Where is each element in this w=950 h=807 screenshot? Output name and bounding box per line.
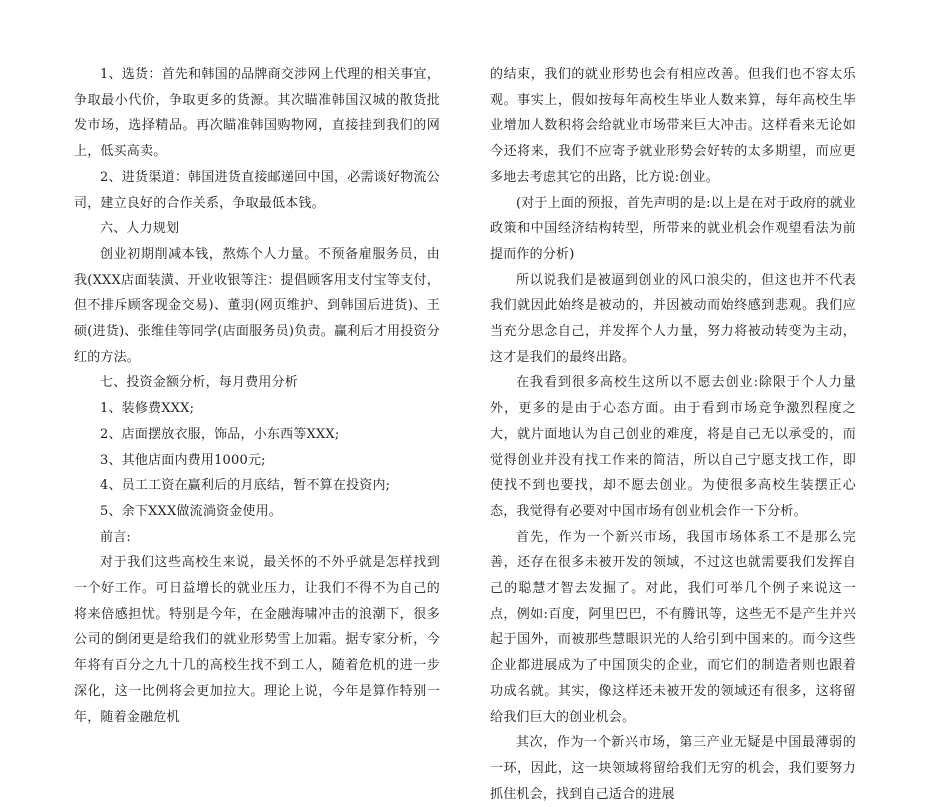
paragraph: 创业初期削减本钱，熬炼个人力量。不预备雇服务员，由我(XXX店面装潢、开业收银等注：提倡顾客用支付宝等支付，但不排斥顾客现金交易)、董羽(网页维护、到韩国后进货)、王硕(进货)、张维佳等同学(店面服务员)负责。赢利后才用投资分红的方法。: [74, 246, 441, 365]
paragraph: (对于上面的预报，首先声明的是:以上是在对于政府的就业政策和中国经济结构转型，所带来的就业机会作观望看法为前提而作的分析): [490, 195, 856, 262]
paragraph: 在我看到很多高校生这所以不愿去创业:除限于个人力量外，更多的是由于心态方面。由于看到市场竞争激烈程度之大，就片面地认为自己创业的难度，将是自己无以承受的，而觉得创业并没有找工作来的简洁，所以自己宁愿支找工作，即使找不到也要找，却不愿去创业。为使很多高校生装摆正心态，我觉得有必要对中国市场有创业机会作一下分析。: [490, 375, 856, 519]
paragraph: 六、人力规划: [100, 221, 180, 237]
left-column: [74, 62, 440, 730]
paragraph: 5、余下XXX做流淌资金使用。: [100, 503, 283, 519]
paragraph: 其次，作为一个新兴市场，第三产业无疑是中国最薄弱的一环，因此，这一块领域将留给我们无穷的机会，我们要努力抓住机会，找到自己适合的进展: [490, 735, 856, 802]
paragraph: 对于我们这些高校生来说，最关怀的不外乎就是怎样找到一个好工作。可日益增长的就业压力，让我们不得不为自己的将来倍感担忧。特别是今年，在金融海啸冲击的浪潮下，很多公司的倒闭更是给我们的就业形势雪上加霜。据专家分析，今年将有百分之九十几的高校生找不到工人，随着危机的进一步深化，这一比例将会更加拉大。理论上说，今年是算作特别一年，随着金融危机: [74, 555, 440, 725]
paragraph: 1、选货：首先和韩国的品牌商交涉网上代理的相关事宜，争取最小代价，争取更多的货源。其次瞄准韩国汉城的散货批发市场，选择精品。再次瞄准韩国购物网，直接挂到我们的网上，低买高卖。: [74, 67, 440, 160]
paragraph: 2、店面摆放衣服，饰品，小东西等XXX;: [100, 426, 340, 442]
paragraph: 的结束，我们的就业形势也会有相应改善。但我们也不容太乐观。事实上，假如按每年高校生毕业人数来算，每年高校生毕业增加人数积将会给就业市场带来巨大冲击。这样看来无论如今还将来，我们不应寄予就业形势会好转的太多期望，而应更多地去考虑其它的出路，比方说:创业。: [490, 67, 856, 185]
paragraph: 七、投资金额分析，每月费用分析: [100, 375, 299, 391]
paragraph: 前言:: [100, 529, 131, 545]
paragraph: 4、员工工资在赢利后的月底结，暂不算在投资内;: [100, 478, 391, 494]
paragraph: 首先，作为一个新兴市场，我国市场体系工不是那么完善，还存在很多未被开发的领域，不过这也就需要我们发挥自己的聪慧才智去发掘了。对此，我们可举几个例子来说这一点，例如:百度，阿里巴巴，不有腾讯等，这些无不是产生并兴起于国外，而被那些慧眼识光的人给引到中国来的。而今这些企业都进展成为了中国顶尖的企业，而它们的制造者则也跟着功成名就。其实，像这样还未被开发的领域还有很多，这将留给我们巨大的创业机会。: [490, 529, 856, 725]
paragraph: 2、进货渠道：韩国进货直接邮递回中国，必需谈好物流公司，建立良好的合作关系，争取最低本钱。: [74, 169, 440, 211]
paragraph: 3、其他店面内费用1000元;: [100, 452, 266, 468]
paragraph: 所以说我们是被逼到创业的风口浪尖的，但这也并不代表我们就因此始终是被动的，并因被动而始终感到悲观。我们应当充分思念自己，并发挥个人力量，努力将被动转变为主动，这才是我们的最终出路。: [490, 272, 856, 365]
right-column: [490, 62, 856, 807]
paragraph: 1、装修费XXX;: [100, 401, 195, 417]
